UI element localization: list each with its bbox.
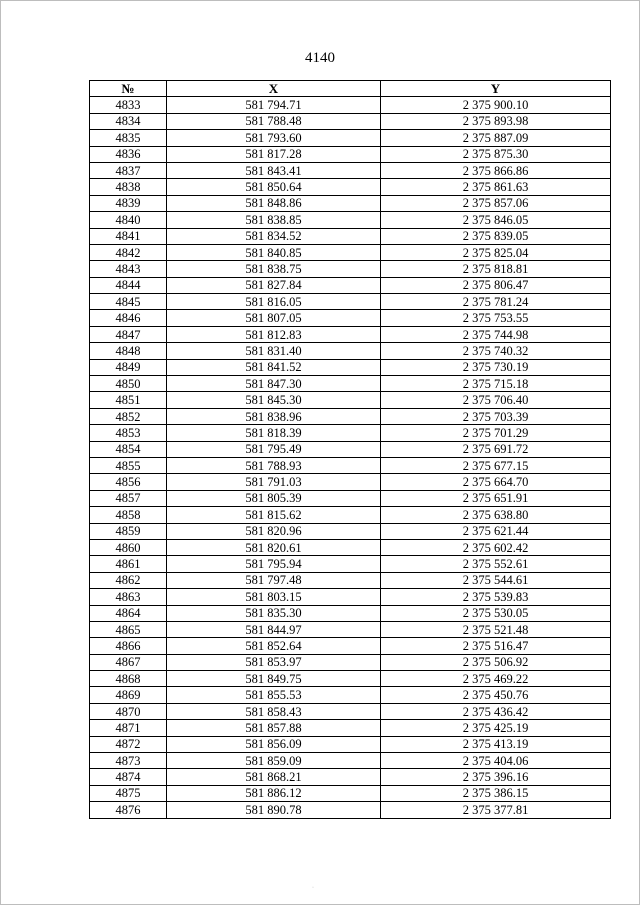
cell-number: 4867 [90, 654, 167, 670]
cell-y: 2 375 781.24 [381, 294, 611, 310]
cell-y: 2 375 521.48 [381, 621, 611, 637]
table-row [90, 605, 611, 621]
cell-y: 2 375 893.98 [381, 113, 611, 129]
cell-x: 581 838.75 [167, 261, 381, 277]
table-row [90, 572, 611, 588]
table-row [90, 441, 611, 457]
table-row [90, 376, 611, 392]
cell-y: 2 375 846.05 [381, 212, 611, 228]
table-row [90, 408, 611, 424]
cell-y: 2 375 638.80 [381, 507, 611, 523]
cell-x: 581 858.43 [167, 703, 381, 719]
cell-y: 2 375 651.91 [381, 490, 611, 506]
cell-number: 4874 [90, 769, 167, 785]
header-y: Y [381, 81, 611, 97]
table-row [90, 326, 611, 342]
cell-number: 4862 [90, 572, 167, 588]
table-row [90, 507, 611, 523]
cell-number: 4869 [90, 687, 167, 703]
cell-number: 4857 [90, 490, 167, 506]
table-row [90, 556, 611, 572]
cell-x: 581 868.21 [167, 769, 381, 785]
cell-number: 4844 [90, 277, 167, 293]
cell-y: 2 375 377.81 [381, 802, 611, 818]
cell-x: 581 850.64 [167, 179, 381, 195]
table-row [90, 638, 611, 654]
cell-y: 2 375 740.32 [381, 343, 611, 359]
table-row [90, 392, 611, 408]
cell-number: 4841 [90, 228, 167, 244]
cell-x: 581 816.05 [167, 294, 381, 310]
cell-x: 581 795.49 [167, 441, 381, 457]
cell-x: 581 817.28 [167, 146, 381, 162]
cell-x: 581 820.96 [167, 523, 381, 539]
cell-x: 581 859.09 [167, 753, 381, 769]
cell-y: 2 375 413.19 [381, 736, 611, 752]
cell-x: 581 844.97 [167, 621, 381, 637]
cell-y: 2 375 386.15 [381, 785, 611, 801]
table-row [90, 228, 611, 244]
cell-y: 2 375 753.55 [381, 310, 611, 326]
cell-y: 2 375 701.29 [381, 425, 611, 441]
cell-x: 581 807.05 [167, 310, 381, 326]
cell-number: 4846 [90, 310, 167, 326]
header-x: X [167, 81, 381, 97]
cell-x: 581 840.85 [167, 244, 381, 260]
table-header-row [90, 81, 611, 97]
cell-number: 4872 [90, 736, 167, 752]
cell-x: 581 803.15 [167, 589, 381, 605]
cell-x: 581 845.30 [167, 392, 381, 408]
cell-x: 581 852.64 [167, 638, 381, 654]
cell-number: 4860 [90, 539, 167, 555]
cell-y: 2 375 621.44 [381, 523, 611, 539]
table-row [90, 425, 611, 441]
cell-y: 2 375 469.22 [381, 671, 611, 687]
cell-y: 2 375 450.76 [381, 687, 611, 703]
table-row [90, 785, 611, 801]
table-row [90, 359, 611, 375]
cell-number: 4859 [90, 523, 167, 539]
table-row [90, 753, 611, 769]
cell-x: 581 838.85 [167, 212, 381, 228]
cell-y: 2 375 706.40 [381, 392, 611, 408]
header-number: № [90, 81, 167, 97]
cell-number: 4861 [90, 556, 167, 572]
cell-number: 4843 [90, 261, 167, 277]
cell-x: 581 797.48 [167, 572, 381, 588]
cell-number: 4845 [90, 294, 167, 310]
cell-y: 2 375 887.09 [381, 130, 611, 146]
cell-x: 581 831.40 [167, 343, 381, 359]
cell-x: 581 855.53 [167, 687, 381, 703]
cell-x: 581 857.88 [167, 720, 381, 736]
cell-y: 2 375 396.16 [381, 769, 611, 785]
cell-y: 2 375 404.06 [381, 753, 611, 769]
cell-x: 581 886.12 [167, 785, 381, 801]
cell-y: 2 375 436.42 [381, 703, 611, 719]
table-row [90, 179, 611, 195]
table-row [90, 802, 611, 818]
cell-x: 581 890.78 [167, 802, 381, 818]
cell-x: 581 835.30 [167, 605, 381, 621]
cell-x: 581 795.94 [167, 556, 381, 572]
cell-number: 4856 [90, 474, 167, 490]
cell-y: 2 375 857.06 [381, 195, 611, 211]
table-row [90, 130, 611, 146]
cell-x: 581 791.03 [167, 474, 381, 490]
table-row [90, 294, 611, 310]
cell-y: 2 375 703.39 [381, 408, 611, 424]
scan-speck: · [312, 885, 314, 891]
cell-x: 581 849.75 [167, 671, 381, 687]
table-body [90, 97, 611, 818]
table-row [90, 720, 611, 736]
cell-number: 4871 [90, 720, 167, 736]
table-row [90, 736, 611, 752]
table-row [90, 244, 611, 260]
cell-x: 581 847.30 [167, 376, 381, 392]
cell-number: 4864 [90, 605, 167, 621]
cell-y: 2 375 506.92 [381, 654, 611, 670]
cell-x: 581 793.60 [167, 130, 381, 146]
cell-number: 4836 [90, 146, 167, 162]
table-row [90, 687, 611, 703]
table-row [90, 769, 611, 785]
table-row [90, 457, 611, 473]
cell-number: 4853 [90, 425, 167, 441]
cell-number: 4875 [90, 785, 167, 801]
cell-x: 581 812.83 [167, 326, 381, 342]
cell-number: 4849 [90, 359, 167, 375]
table-row [90, 146, 611, 162]
cell-number: 4858 [90, 507, 167, 523]
table-row [90, 261, 611, 277]
table-row [90, 343, 611, 359]
cell-number: 4835 [90, 130, 167, 146]
table-row [90, 474, 611, 490]
cell-x: 581 818.39 [167, 425, 381, 441]
cell-y: 2 375 875.30 [381, 146, 611, 162]
cell-x: 581 848.86 [167, 195, 381, 211]
table-row [90, 97, 611, 113]
cell-y: 2 375 861.63 [381, 179, 611, 195]
cell-y: 2 375 664.70 [381, 474, 611, 490]
table-row [90, 212, 611, 228]
cell-x: 581 856.09 [167, 736, 381, 752]
cell-x: 581 841.52 [167, 359, 381, 375]
cell-y: 2 375 900.10 [381, 97, 611, 113]
coordinates-table [89, 80, 611, 819]
cell-y: 2 375 552.61 [381, 556, 611, 572]
cell-number: 4873 [90, 753, 167, 769]
cell-y: 2 375 866.86 [381, 162, 611, 178]
page-number: 4140 [305, 50, 335, 66]
table-row [90, 654, 611, 670]
cell-x: 581 815.62 [167, 507, 381, 523]
table-row [90, 277, 611, 293]
table-row [90, 195, 611, 211]
table-row [90, 490, 611, 506]
cell-y: 2 375 806.47 [381, 277, 611, 293]
table-row [90, 162, 611, 178]
cell-y: 2 375 544.61 [381, 572, 611, 588]
cell-x: 581 794.71 [167, 97, 381, 113]
cell-number: 4848 [90, 343, 167, 359]
table-row [90, 113, 611, 129]
cell-number: 4863 [90, 589, 167, 605]
cell-number: 4868 [90, 671, 167, 687]
table-row [90, 310, 611, 326]
cell-number: 4847 [90, 326, 167, 342]
cell-number: 4834 [90, 113, 167, 129]
cell-number: 4833 [90, 97, 167, 113]
cell-x: 581 788.93 [167, 457, 381, 473]
cell-number: 4852 [90, 408, 167, 424]
cell-y: 2 375 839.05 [381, 228, 611, 244]
table-row [90, 671, 611, 687]
cell-number: 4876 [90, 802, 167, 818]
cell-number: 4866 [90, 638, 167, 654]
cell-number: 4838 [90, 179, 167, 195]
cell-y: 2 375 825.04 [381, 244, 611, 260]
table-row [90, 589, 611, 605]
cell-number: 4865 [90, 621, 167, 637]
cell-y: 2 375 715.18 [381, 376, 611, 392]
cell-x: 581 788.48 [167, 113, 381, 129]
cell-y: 2 375 691.72 [381, 441, 611, 457]
cell-x: 581 820.61 [167, 539, 381, 555]
table-row [90, 539, 611, 555]
cell-x: 581 834.52 [167, 228, 381, 244]
cell-y: 2 375 530.05 [381, 605, 611, 621]
cell-y: 2 375 818.81 [381, 261, 611, 277]
cell-y: 2 375 677.15 [381, 457, 611, 473]
cell-number: 4840 [90, 212, 167, 228]
cell-number: 4850 [90, 376, 167, 392]
cell-number: 4839 [90, 195, 167, 211]
cell-x: 581 853.97 [167, 654, 381, 670]
cell-number: 4854 [90, 441, 167, 457]
cell-x: 581 805.39 [167, 490, 381, 506]
table-row [90, 523, 611, 539]
cell-y: 2 375 539.83 [381, 589, 611, 605]
cell-number: 4870 [90, 703, 167, 719]
cell-y: 2 375 744.98 [381, 326, 611, 342]
table-row [90, 621, 611, 637]
cell-y: 2 375 425.19 [381, 720, 611, 736]
cell-number: 4855 [90, 457, 167, 473]
cell-y: 2 375 516.47 [381, 638, 611, 654]
table-row [90, 703, 611, 719]
cell-number: 4851 [90, 392, 167, 408]
cell-y: 2 375 602.42 [381, 539, 611, 555]
cell-number: 4837 [90, 162, 167, 178]
cell-y: 2 375 730.19 [381, 359, 611, 375]
cell-number: 4842 [90, 244, 167, 260]
cell-x: 581 827.84 [167, 277, 381, 293]
cell-x: 581 843.41 [167, 162, 381, 178]
cell-x: 581 838.96 [167, 408, 381, 424]
